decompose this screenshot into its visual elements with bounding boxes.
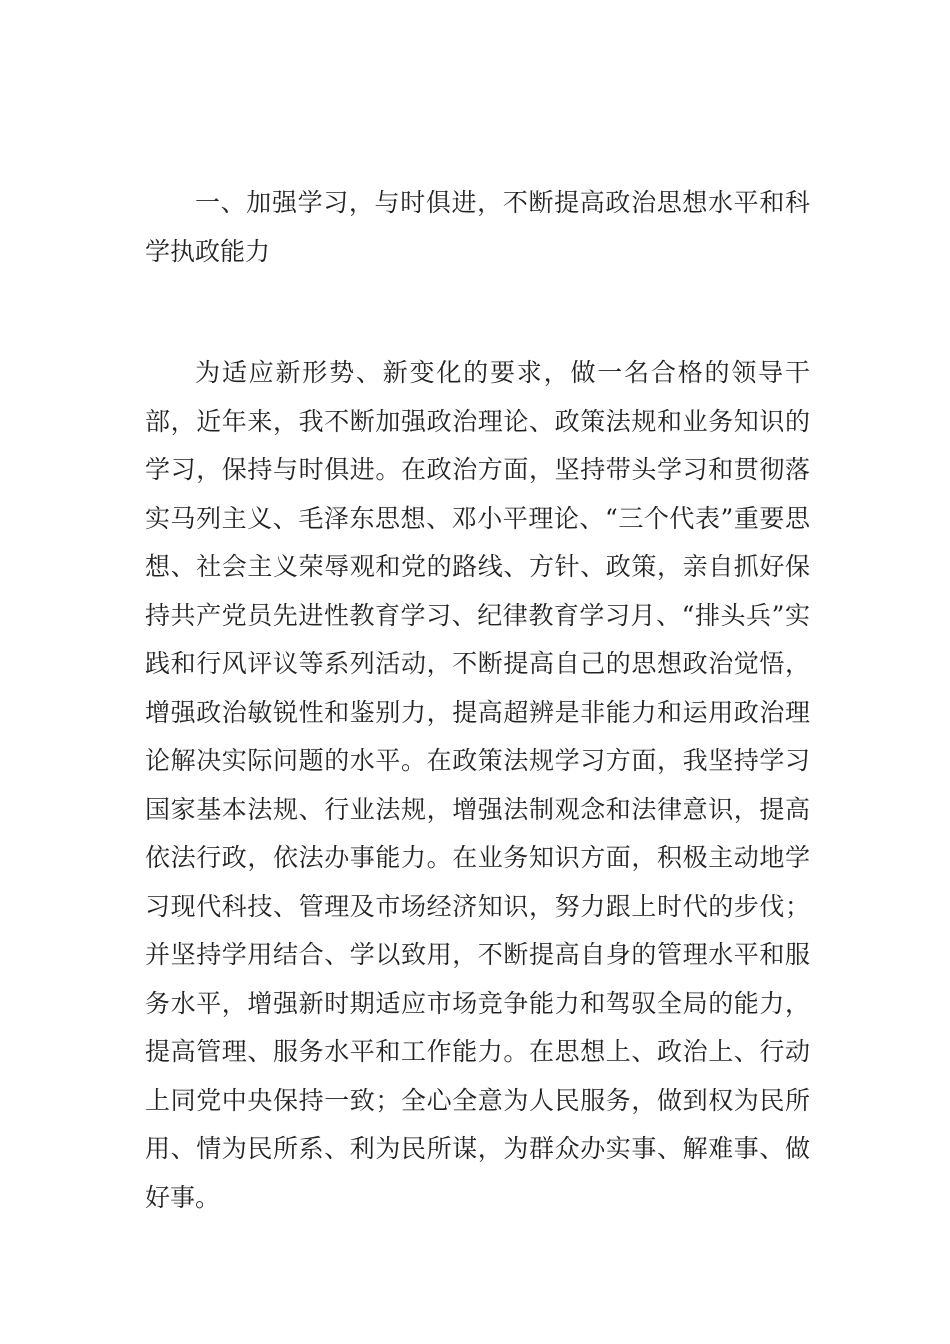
body-paragraph: 为适应新形势、新变化的要求，做一名合格的领导干部，近年来，我不断加强政治理论、政策法规和业务知识的学习，保持与时俱进。在政治方面，坚持带头学习和贯彻落实马列主义、毛泽东思想、邓小平理论、“三个代表”重要思想、社会主义荣辱观和党的路线、方针、政策，亲自抓好保持共产党员先进性教育学习、纪律教育学习月、“排头兵”实践和行风评议等系列活动，不断提高自己的思想政治觉悟，增强政治敏锐性和鉴别力，提高超辨是非能力和运用政治理论解决实际问题的水平。在政策法规学习方面，我坚持学习国家基本法规、行业法规，增强法制观念和法律意识，提高依法行政，依法办事能力。在业务知识方面，积极主动地学习现代科技、管理及市场经济知识，努力跟上时代的步伐；并坚持学用结合、学以致用，不断提高自身的管理水平和服务水平，增强新时期适应市场竞争能力和驾驭全局的能力，提高管理、服务水平和工作能力。在思想上、政治上、行动上同党中央保持一致；全心全意为人民服务，做到权为民所用、情为民所系、利为民所谋，为群众办实事、解难事、做好事。 [145, 358, 810, 1212]
document-content [145, 179, 810, 1222]
section-heading: 一、加强学习，与时俱进，不断提高政治思想水平和科学执政能力 [145, 188, 810, 266]
